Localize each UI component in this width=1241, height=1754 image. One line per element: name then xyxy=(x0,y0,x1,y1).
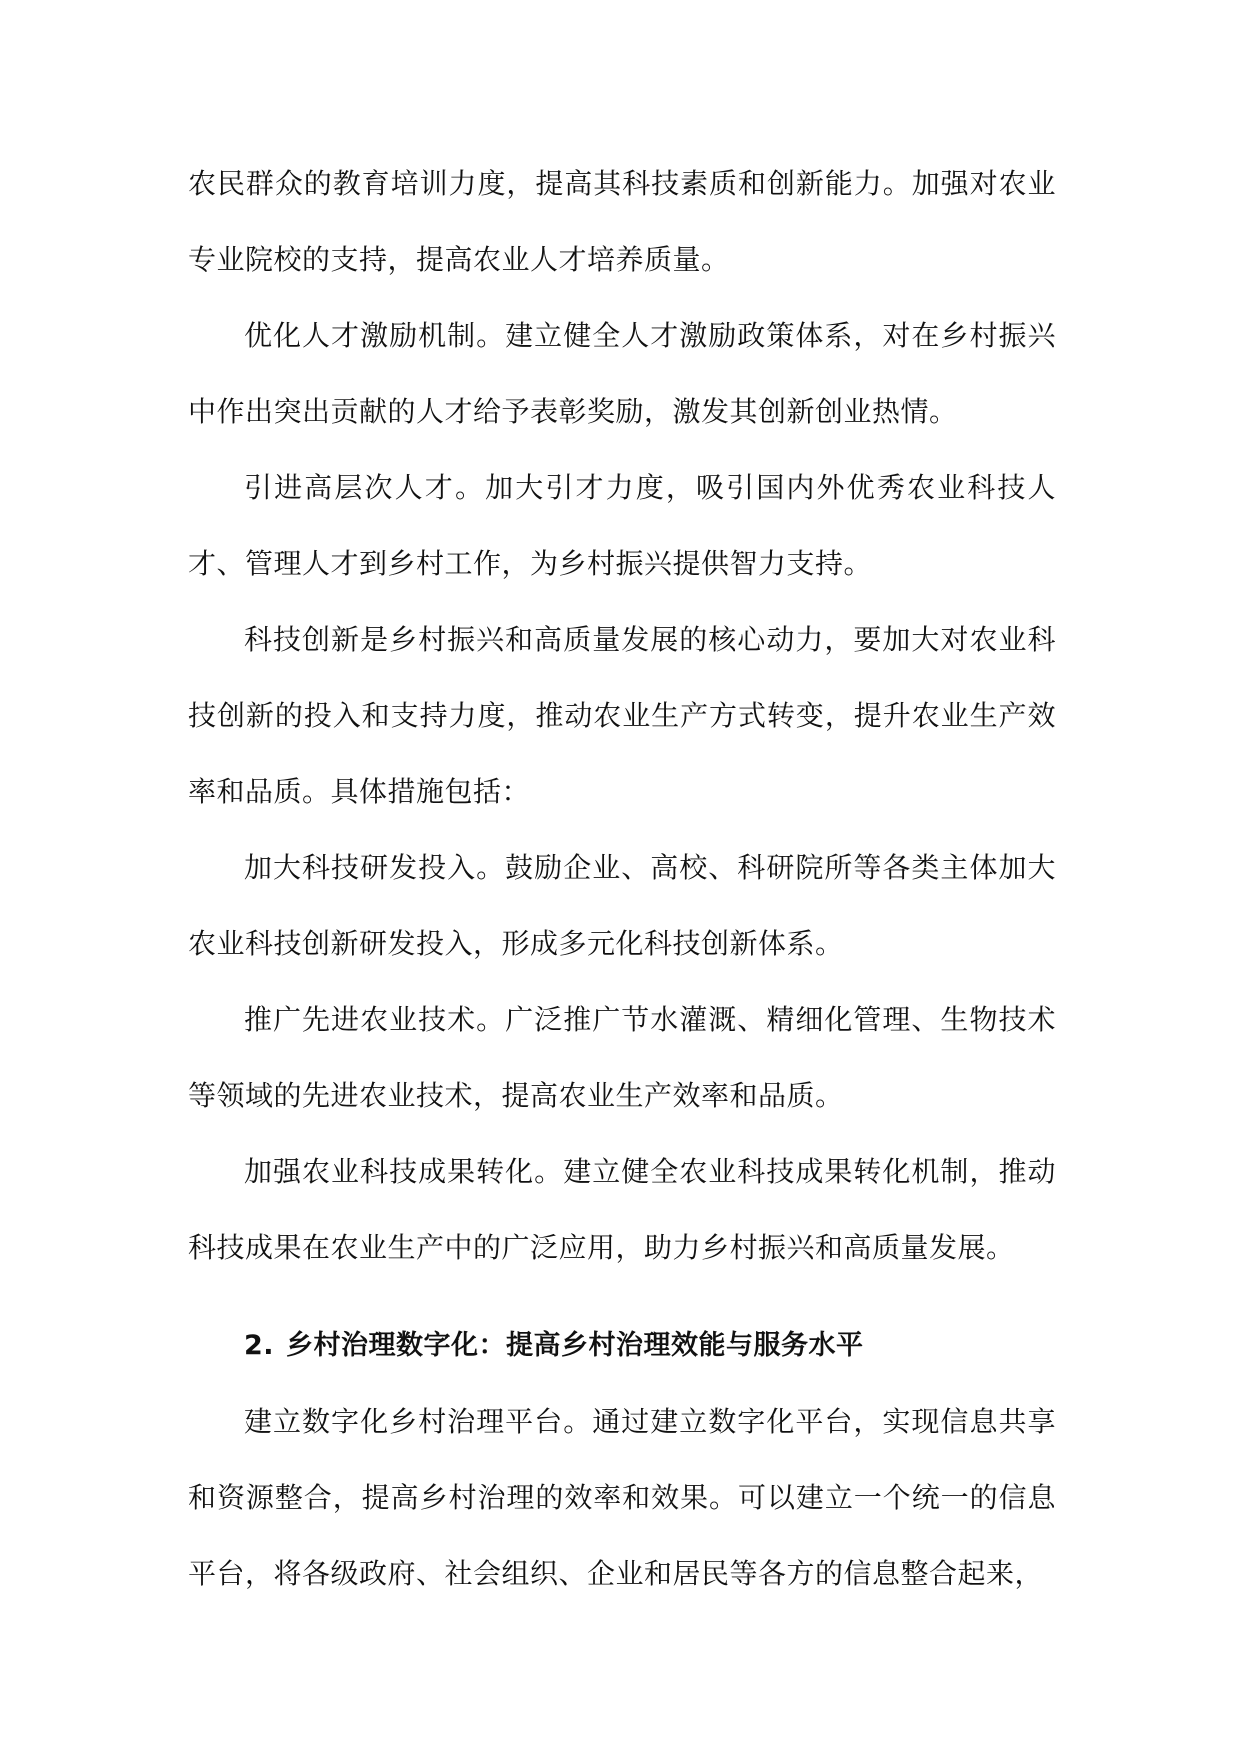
section-number: 2. xyxy=(244,1330,275,1361)
paragraph-introduce-talent: 引进高层次人才。加大引才力度，吸引国内外优秀农业科技人才、管理人才到乡村工作，为乡村振兴提供智力支持。 xyxy=(188,471,1056,580)
paragraph-tech-transfer: 加强农业科技成果转化。建立健全农业科技成果转化机制，推动科技成果在农业生产中的广泛应用，助力乡村振兴和高质量发展。 xyxy=(188,1155,1056,1264)
paragraph-talent-incentive: 优化人才激励机制。建立健全人才激励政策体系，对在乡村振兴中作出突出贡献的人才给予表彰奖励，激发其创新创业热情。 xyxy=(188,319,1056,428)
document-body xyxy=(188,146,1056,1612)
paragraph-digital-platform: 建立数字化乡村治理平台。通过建立数字化平台，实现信息共享和资源整合，提高乡村治理的效率和效果。可以建立一个统一的信息平台，将各级政府、社会组织、企业和居民等各方的信息整合起来， xyxy=(188,1405,1056,1590)
paragraph-tech-innovation: 科技创新是乡村振兴和高质量发展的核心动力，要加大对农业科技创新的投入和支持力度，推动农业生产方式转变，提升农业生产效率和品质。具体措施包括： xyxy=(188,623,1056,808)
section-title: 乡村治理数字化：提高乡村治理效能与服务水平 xyxy=(286,1330,864,1361)
paragraph-rd-investment: 加大科技研发投入。鼓励企业、高校、科研院所等各类主体加大农业科技创新研发投入，形成多元化科技创新体系。 xyxy=(188,851,1056,960)
paragraph-promote-tech: 推广先进农业技术。广泛推广节水灌溉、精细化管理、生物技术等领域的先进农业技术，提高农业生产效率和品质。 xyxy=(188,1003,1056,1112)
paragraph-continuation: 农民群众的教育培训力度，提高其科技素质和创新能力。加强对农业专业院校的支持，提高农业人才培养质量。 xyxy=(188,167,1056,276)
section-heading xyxy=(188,1308,1056,1384)
